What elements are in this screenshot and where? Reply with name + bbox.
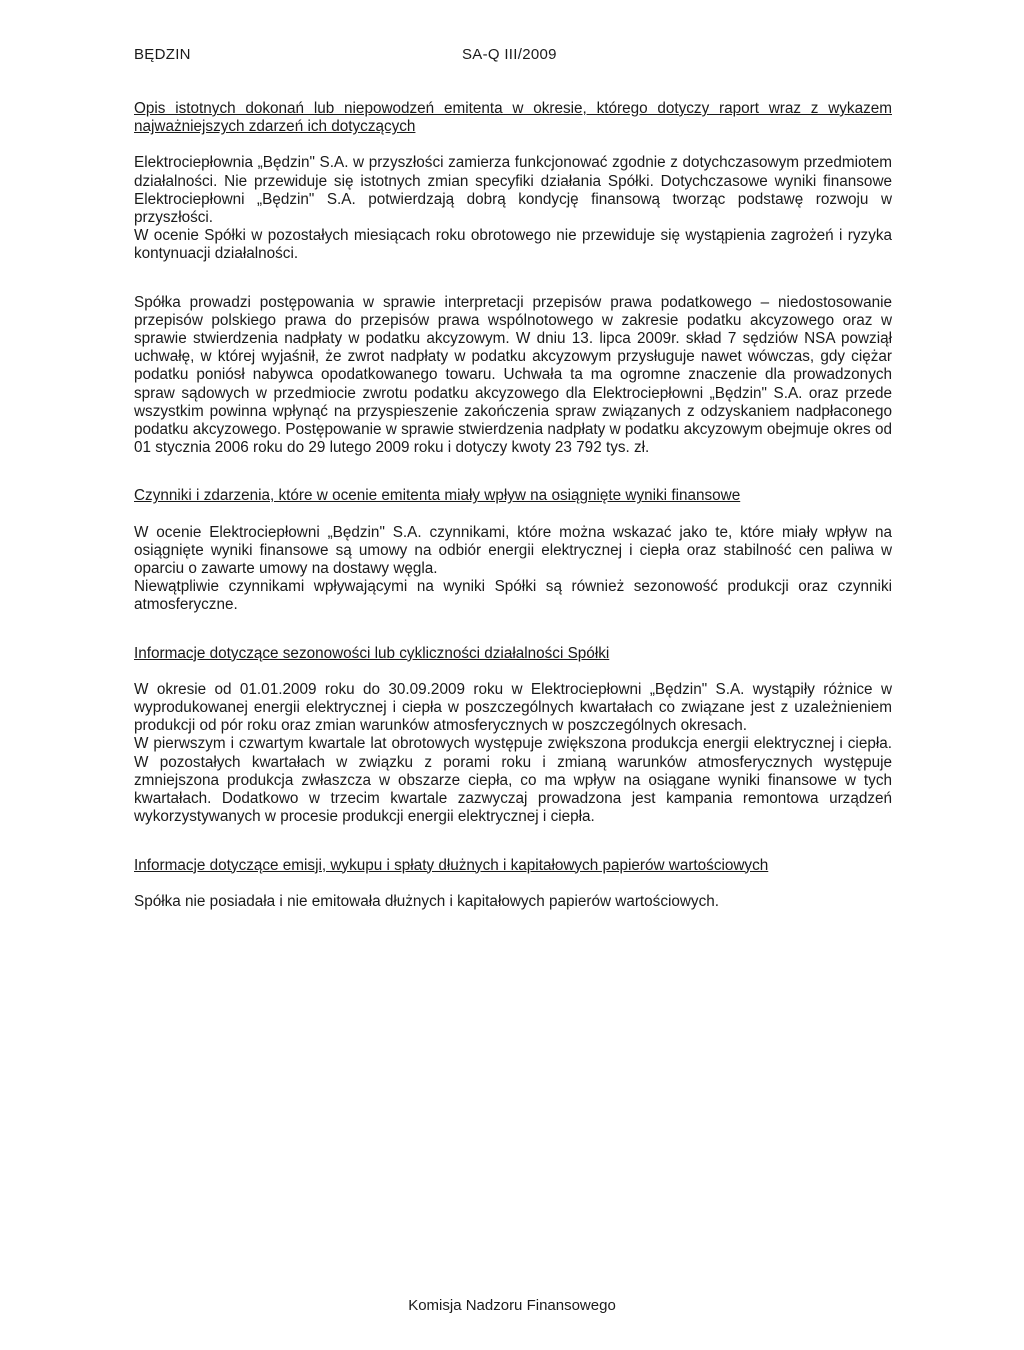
- header-report-id: SA-Q III/2009: [462, 46, 557, 63]
- section-heading-seasonality: Informacje dotyczące sezonowości lub cykliczności działalności Spółki: [134, 644, 610, 662]
- footer-authority: Komisja Nadzoru Finansowego: [408, 1297, 616, 1314]
- paragraph-tax-proceedings: Spółka prowadzi postępowania w sprawie interpretacji przepisów prawa podatkowego – niedostosowanie przepisów polskiego prawa do przepisów prawa wspólnotowego w zakresie podatku akcyzowego oraz w sprawie stwierdzenia nadpłaty w podatku akcyzowym. W dniu 13. lipca 2009r. skład 7 sędziów NSA powziął uchwałę, w której wyjaśnił, że zwrot nadpłaty w podatku akcyzowym przysługuje nawet wówczas, gdy ciężar podatku poniósł nabywca opodatkowanego towaru. Uchwała ta ma ogromne znaczenie dla prowadzonych spraw sądowych w przedmiocie zwrotu podatku akcyzowego dla Elektrociepłowni „Będzin" S.A. oraz przede wszystkim powinna wpłynąć na przyspieszenie zakończenia spraw związanych z odzyskaniem nadpłaconego podatku akcyzowego. Postępowanie w sprawie stwierdzenia nadpłaty w podatku akcyzowym obejmuje okres od 01 stycznia 2006 roku do 29 lutego 2009 roku i dotyczy kwoty 23 792 tys. zł.: [134, 293, 892, 457]
- paragraph-risk-assessment: W ocenie Spółki w pozostałych miesiącach roku obrotowego nie przewiduje się wystąpienia zagrożeń i ryzyka kontynuacji działalności.: [134, 227, 892, 263]
- section-heading-achievements: Opis istotnych dokonań lub niepowodzeń emitenta w okresie, którego dotyczy raport wraz z wykazem najważniejszych zdarzeń ich dotyczących: [134, 100, 892, 136]
- paragraph-production-differences: W okresie od 01.01.2009 roku do 30.09.2009 roku w Elektrociepłowni „Będzin" S.A. wystąpiły różnice w wyprodukowanej energii elektrycznej i ciepła w poszczególnych kwartałach co związane jest z uzależnieniem produkcji od pór roku oraz zmian warunków atmosferycznych w poszczególnych okresach.: [134, 680, 892, 735]
- header-company: BĘDZIN: [134, 46, 191, 63]
- section-heading-securities: Informacje dotyczące emisji, wykupu i spłaty dłużnych i kapitałowych papierów wartościowych: [134, 856, 769, 874]
- paragraph-factors-seasonality: Niewątpliwie czynnikami wpływającymi na wyniki Spółki są również sezonowość produkcji oraz czynniki atmosferyczne.: [134, 578, 892, 614]
- paragraph-quarterly-production: W pierwszym i czwartym kwartale lat obrotowych występuje zwiększona produkcja energii elektrycznej i ciepła. W pozostałych kwartałach w związku z porami roku i zmianą warunków atmosferycznych występuje zmniejszona produkcja zwłaszcza w obszarze ciepła, co ma wpływ na osiągane wyniki finansowe w tych kwartałach. Dodatkowo w trzecim kwartale zazwyczaj prowadzona jest kampania remontowa urządzeń wykorzystywanych w procesie produkcji energii elektrycznej i ciepła.: [134, 735, 892, 826]
- document-body: [134, 100, 892, 911]
- paragraph-factors-contracts: W ocenie Elektrociepłowni „Będzin" S.A. czynnikami, które można wskazać jako te, które miały wpływ na osiągnięte wyniki finansowe są umowy na odbiór energii elektrycznej i ciepła oraz stabilność cen paliwa w oparciu o zawarte umowy na dostawy węgla.: [134, 523, 892, 578]
- paragraph-future-operations: Elektrociepłownia „Będzin" S.A. w przyszłości zamierza funkcjonować zgodnie z dotychczasowym przedmiotem działalności. Nie przewiduje się istotnych zmian specyfiki działania Spółki. Dotychczasowe wyniki finansowe Elektrociepłowni „Będzin" S.A. potwierdzają dobrą kondycję finansową tworząc podstawę rozwoju w przyszłości.: [134, 154, 892, 227]
- paragraph-securities-statement: Spółka nie posiadała i nie emitowała dłużnych i kapitałowych papierów wartościowych.: [134, 892, 719, 910]
- section-heading-factors: Czynniki i zdarzenia, które w ocenie emitenta miały wpływ na osiągnięte wyniki finansowe: [134, 487, 741, 505]
